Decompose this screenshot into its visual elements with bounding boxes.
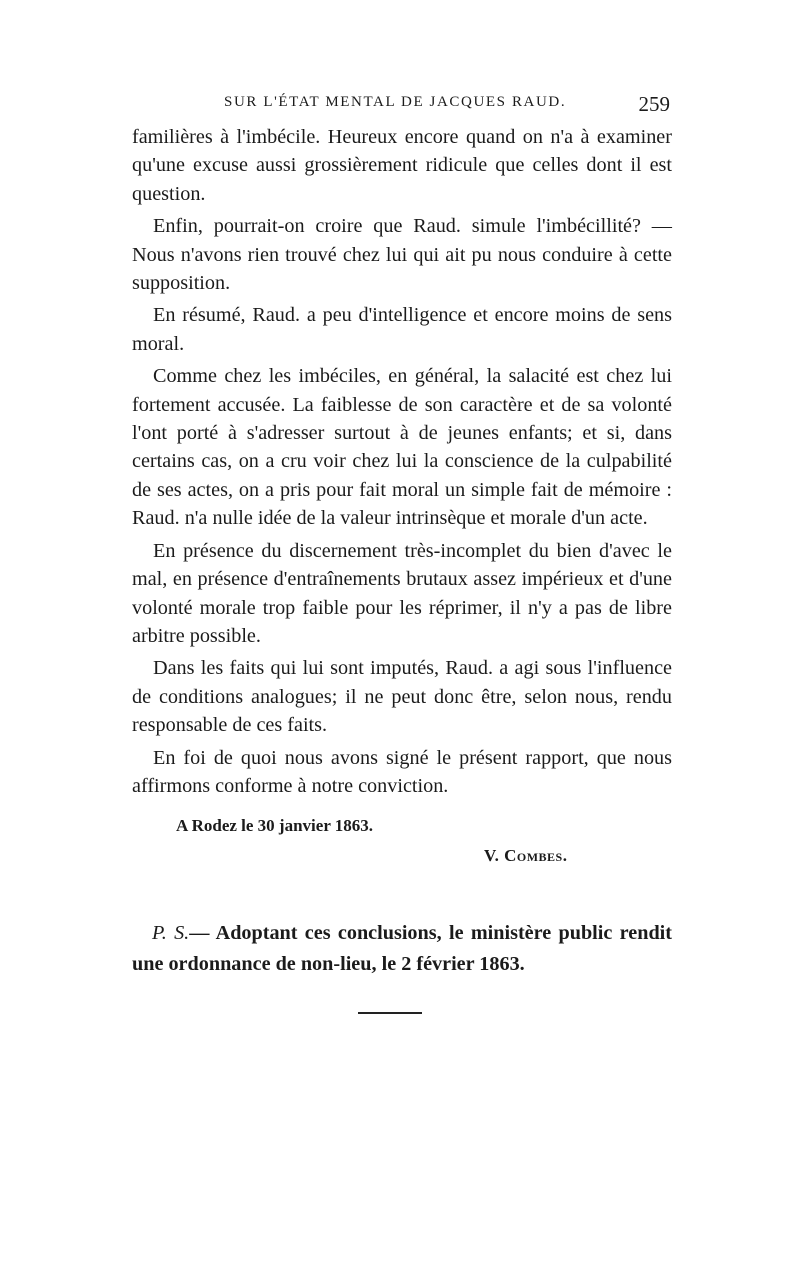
body-text (132, 123, 672, 800)
paragraph-salacity: Comme chez les imbéciles, en général, la salacité est chez lui fortement accusée. La faiblesse de son caractère et de sa volonté l'ont porté à s'adresser surtout à de jeunes enfants; et si, dans certains cas, on a cru voir chez lui la conscience de la culpabilité de ses actes, on a pris pour fait moral un simple fait de mémoire : Raud. n'a nulle idée de la valeur intrinsèque et morale d'un acte. (132, 365, 672, 530)
page-number: 259 (638, 92, 670, 116)
signature-initial: V. (484, 846, 500, 865)
signature (484, 846, 567, 866)
closing-rule (358, 1012, 422, 1014)
paragraph-continuation: familières à l'imbécile. Heureux encore quand on n'a à examiner qu'une excuse aussi grossièrement ridicule que celles dont il est question. (132, 126, 672, 205)
paragraph-simulation: Enfin, pourrait-on croire que Raud. simule l'imbécillité? — Nous n'avons rien trouvé chez lui qui ait pu nous conduire à cette supposition. (132, 215, 672, 295)
running-head (128, 92, 670, 118)
paragraph-summary: En résumé, Raud. a peu d'intelligence et encore moins de sens moral. (132, 304, 672, 355)
paragraph-responsibility: Dans les faits qui lui sont imputés, Raud. a agi sous l'influence de conditions analogues; il ne peut donc être, selon nous, rendu responsable de ces faits. (132, 657, 672, 737)
postscript (132, 918, 672, 980)
paragraph-free-will: En présence du discernement très-incomplet du bien d'avec le mal, en présence d'entraînements brutaux assez impérieux et d'une volonté morale trop faible pour les réprimer, il n'y a pas de libre arbitre possible. (132, 539, 672, 647)
postscript-separator: — (189, 922, 210, 945)
postscript-text: Adoptant ces conclusions, le ministère public rendit une ordonnance de non-lieu, le 2 février 1863. (132, 922, 673, 976)
paragraph-attestation: En foi de quoi nous avons signé le présent rapport, que nous affirmons conforme à notre conviction. (132, 746, 672, 797)
postscript-label: P. S. (152, 922, 190, 945)
date-line: A Rodez le 30 janvier 1863. (176, 816, 374, 835)
signature-name: Combes. (504, 846, 568, 865)
running-title: SUR L'ÉTAT MENTAL DE JACQUES RAUD. (224, 94, 567, 110)
